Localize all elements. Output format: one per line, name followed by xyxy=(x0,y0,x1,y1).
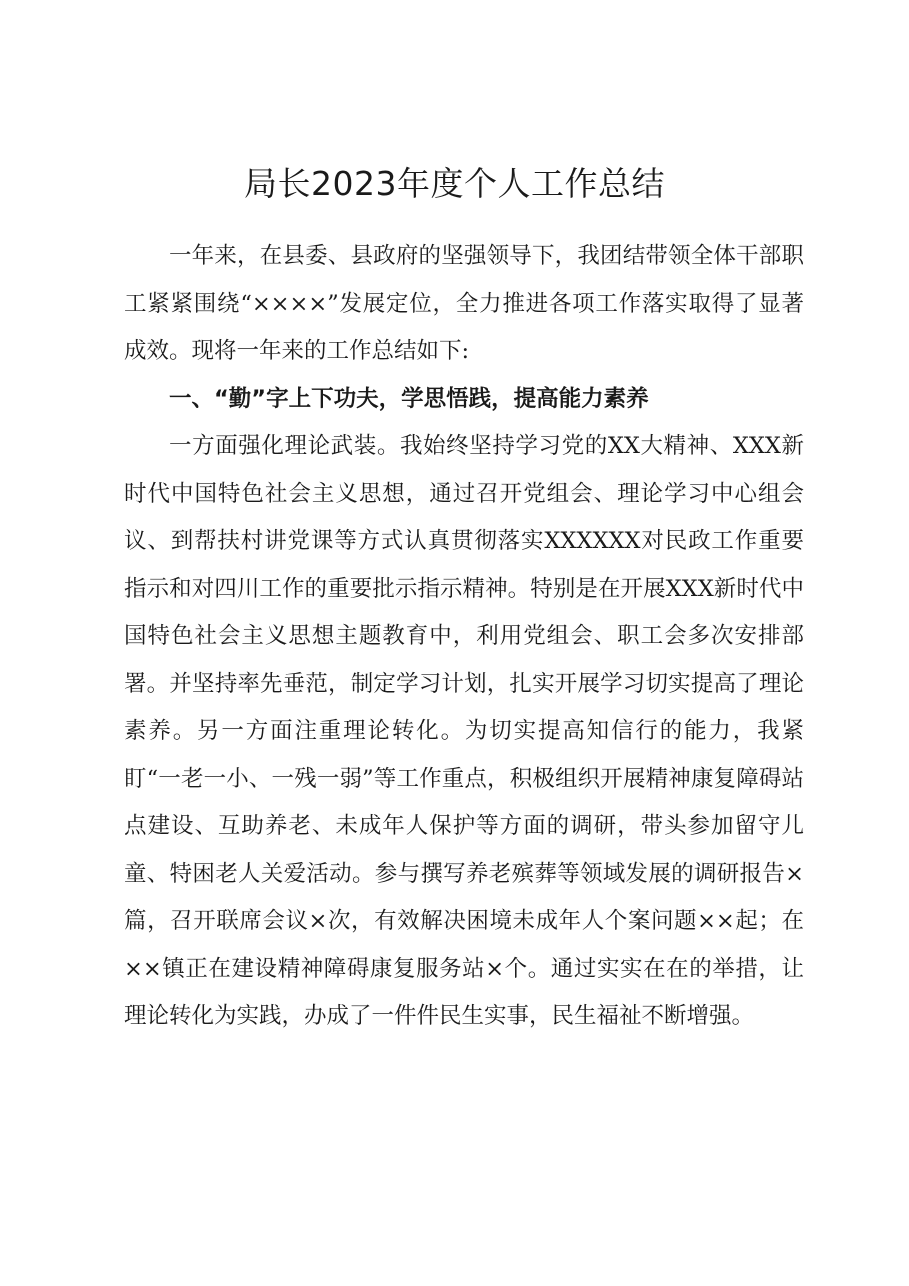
intro-paragraph: 一年来，在县委、县政府的坚强领导下，我团结带领全体干部职工紧紧围绕“××××”发展定位，全力推进各项工作落实取得了显著成效。现将一年来的工作总结如下: xyxy=(124,243,804,364)
section-1-paragraph: 一方面强化理论武装。我始终坚持学习党的XX大精神、XXX新时代中国特色社会主义思想，通过召开党组会、理论学习中心组会议、到帮扶村讲党课等方式认真贯彻落实XXXXXX对民政工作重要指示和对四川工作的重要批示指示精神。特别是在开展XXX新时代中国特色社会主义思想主题教育中，利用党组会、职工会多次安排部署。并坚持率先垂范，制定学习计划，扎实开展学习切实提高了理论素养。另一方面注重理论转化。为切实提高知信行的能力，我紧盯“一老一小、一残一弱”等工作重点，积极组织开展精神康复障碍站点建设、互助养老、未成年人保护等方面的调研，带头参加留守儿童、特困老人关爱活动。参与撰写养老殡葬等领域发展的调研报告×篇，召开联席会议×次，有效解决困境未成年人个案问题××起；在××镇正在建设精神障碍康复服务站×个。通过实实在在的举措，让理论转化为实践，办成了一件件民生实事，民生福祉不断增强。 xyxy=(124,433,804,1029)
section-1-heading: 一、“勤”字上下功夫，学思悟践，提高能力素养 xyxy=(169,385,649,412)
document-body xyxy=(124,233,804,1041)
document-title: 局长2023年度个人工作总结 xyxy=(244,164,665,203)
